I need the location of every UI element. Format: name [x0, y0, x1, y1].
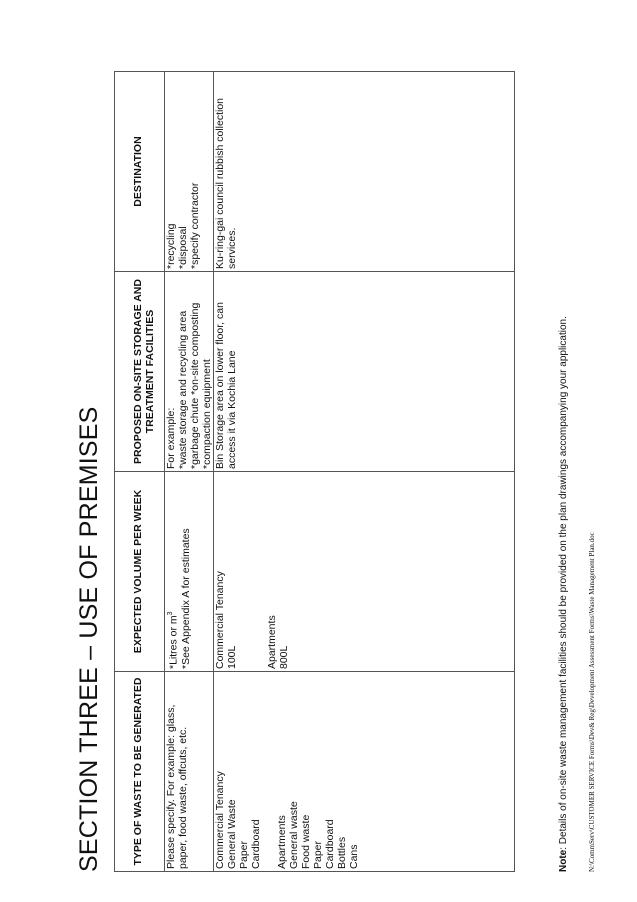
entry-destination	[214, 72, 515, 272]
example-volume-line1: *Litres or $m^3$	[167, 611, 180, 669]
apartments-waste-item: Bottles	[336, 836, 348, 869]
note-text: : Details of on-site waste management facilities should be provided on the plan drawings accompanying your application.	[558, 316, 569, 850]
footer-file-path: N:\CommServ\CUSTOMER SERVICE Forms\Dev& Reg\Development Assessment Forms\Waste Management Plan.doc	[588, 532, 596, 872]
storage-text: Bin Storage area on lower floor, can access it via Kochia Lane	[214, 302, 238, 469]
apartments-waste-item: Paper	[312, 840, 324, 869]
example-storage-intro: For example:	[165, 407, 177, 469]
example-waste-type	[165, 672, 214, 872]
apartments-waste-item: General waste	[288, 801, 300, 869]
table-header-row	[115, 72, 165, 872]
example-destination-line3: *specify contractor	[189, 182, 201, 269]
apartments-volume-title: Apartments	[266, 615, 278, 669]
example-storage	[165, 272, 214, 472]
example-destination-line2: *disposal	[177, 226, 189, 269]
entry-volume	[214, 472, 515, 672]
example-volume-line2: *See Appendix A for estimates	[179, 528, 192, 669]
apartments-waste-item: Cans	[348, 844, 360, 869]
example-storage-line3: *compaction equipment	[201, 359, 213, 469]
apartments-waste-item: Cardboard	[324, 819, 336, 869]
commercial-volume: 100L	[226, 645, 238, 669]
note	[558, 316, 569, 872]
commercial-waste-item: General Waste	[226, 799, 238, 869]
entry-waste-type	[214, 672, 515, 872]
example-storage-line1: *waste storage and recycling area	[177, 310, 189, 469]
commercial-volume-title: Commercial Tenancy	[214, 571, 226, 669]
header-waste-type: TYPE OF WASTE TO BE GENERATED	[115, 672, 165, 872]
example-destination	[165, 72, 214, 272]
header-storage: PROPOSED ON-SITE STORAGE AND TREATMENT FACILITIES	[115, 272, 165, 472]
example-row	[165, 72, 214, 872]
commercial-waste-title: Commercial Tenancy	[214, 771, 226, 869]
header-volume: EXPECTED VOLUME PER WEEK	[115, 472, 165, 672]
destination-text: Ku-ring-gai council rubbish collection services.	[214, 97, 238, 269]
apartments-volume: 800L	[278, 645, 290, 669]
note-label: Note	[558, 849, 569, 872]
apartments-waste-title: Apartments	[276, 815, 288, 869]
example-volume	[165, 472, 214, 672]
spacer	[238, 474, 252, 669]
commercial-waste-item: Paper	[238, 840, 250, 869]
commercial-waste-item: Cardboard	[250, 819, 262, 869]
entry-row	[214, 72, 515, 872]
entry-storage	[214, 272, 515, 472]
waste-management-table	[114, 71, 515, 872]
spacer	[262, 674, 276, 869]
section-title: SECTION THREE – USE OF PREMISES	[75, 406, 103, 872]
example-storage-line2: *garbage chute *on-site composting	[189, 302, 201, 469]
example-destination-line1: *recycling	[165, 223, 177, 269]
example-waste-type-text: Please specify. For example: glass, paper, food waste, offcuts, etc.	[165, 704, 189, 869]
spacer	[252, 474, 266, 669]
apartments-waste-item: Food waste	[300, 814, 312, 869]
header-destination: DESTINATION	[115, 72, 165, 272]
